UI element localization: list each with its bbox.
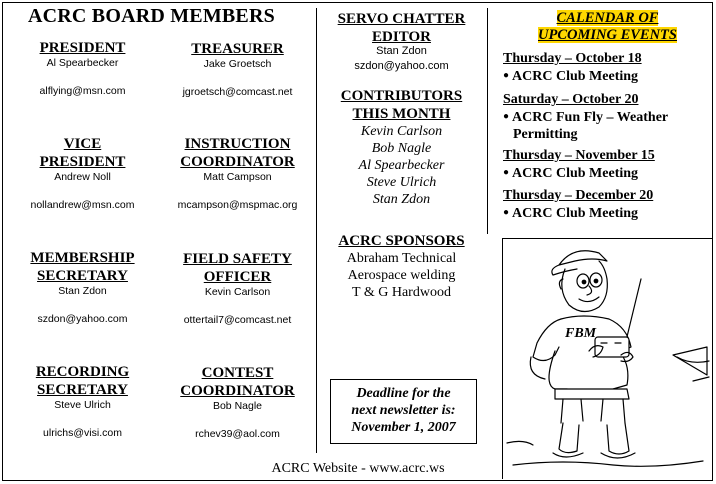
officer-name: Kevin Carlson [204,286,271,298]
calendar-events [503,50,708,222]
deadline-line: Deadline for the [356,386,451,401]
event-item [503,164,708,182]
officer-email[interactable]: ottertail7@comcast.net [183,314,292,326]
officer-role: COORDINATOR [180,154,295,170]
contributor-name: Bob Nagle [371,141,432,156]
officer-name: Al Spearbecker [46,57,119,69]
sponsor-name: Aerospace welding [347,268,456,283]
officer-role: RECORDING [35,364,130,380]
calendar-title-highlight: CALENDAR [556,10,635,26]
officer-role: VICE [63,136,102,152]
officer-email[interactable]: nollandrew@msn.com [30,199,135,211]
sponsors-title: ACRC SPONSORS [338,233,465,249]
officer-role: MEMBERSHIP [30,250,135,266]
rc-pilot-cartoon [503,239,711,477]
officer-membership-secretary [20,249,145,326]
officer-president [20,39,145,98]
bullet-icon: ● [503,167,510,178]
deadline-line: next newsletter is: [351,403,456,418]
contributors-title: THIS MONTH [352,106,451,122]
calendar-title-highlight: OF [634,10,659,26]
footer-website[interactable]: ACRC Website - www.acrc.ws [271,461,445,476]
event-date: Saturday – October 20 [503,92,639,107]
sponsor-name: Abraham Technical [346,251,457,266]
officer-name: Steve Ulrich [54,399,111,411]
column-divider-right [487,8,488,234]
calendar-title [520,10,695,44]
officer-contest-coordinator [170,364,305,441]
event-item [503,67,708,85]
officer-email[interactable]: mcampson@mspmac.org [177,199,298,211]
event-item [503,108,708,126]
officer-name: Stan Zdon [58,285,107,297]
officer-role: SECRETARY [37,382,128,398]
event-item [503,204,708,222]
event-date: Thursday – October 18 [503,51,642,66]
column-divider-left [316,8,317,453]
sponsor-name: T & G Hardwood [352,285,451,300]
contributor-name: Steve Ulrich [366,175,437,190]
officer-role: TREASURER [191,41,284,57]
board-title: ACRC BOARD MEMBERS [28,5,275,27]
officer-role: OFFICER [203,269,272,285]
officer-email[interactable]: jgroetsch@comcast.net [182,86,293,98]
bullet-icon: ● [503,207,510,218]
editor-title: EDITOR [372,29,431,45]
officer-name: Bob Nagle [212,400,263,412]
officer-name: Jake Groetsch [203,58,272,70]
event-item-text: ACRC Fun Fly – Weather [512,110,669,125]
event-date: Thursday – November 15 [503,148,655,163]
officer-name: Matt Campson [203,171,272,183]
event-item-text: ACRC Club Meeting [512,206,639,221]
officer-email[interactable]: ulrichs@visi.com [43,427,122,439]
contributor-name: Kevin Carlson [360,124,443,139]
event-item-text: ACRC Club Meeting [512,166,639,181]
officer-field-safety [170,250,305,327]
officer-role: PRESIDENT [39,154,126,170]
officer-role: CONTEST [201,365,274,381]
officer-recording-secretary [20,363,145,440]
editor-title: SERVO CHATTER [337,11,466,27]
officer-role: SECRETARY [37,268,128,284]
event-date: Thursday – December 20 [503,188,654,203]
event-item-continued: Permitting [513,127,578,142]
officer-email[interactable]: alflying@msn.com [39,85,126,97]
editor-name: Stan Zdon [376,45,427,57]
editor-email[interactable]: szdon@yahoo.com [354,60,449,72]
officer-role: COORDINATOR [180,383,295,399]
officer-role: PRESIDENT [39,40,126,56]
officer-instruction-coordinator [170,135,305,212]
deadline-box [330,379,477,444]
officer-role: FIELD SAFETY [183,251,292,267]
contributors-title: CONTRIBUTORS [340,88,463,104]
officer-name: Andrew Noll [54,171,111,183]
bullet-icon: ● [503,111,510,122]
contributor-name: Stan Zdon [372,192,431,207]
sponsors-section [320,232,483,301]
contributors-section [320,87,483,208]
officer-email[interactable]: szdon@yahoo.com [37,313,128,325]
bullet-icon: ● [503,70,510,81]
calendar-title-highlight: UPCOMING EVENTS [538,27,677,43]
deadline-date: November 1, 2007 [351,420,456,435]
officer-vice-president [20,135,145,212]
event-item-text: ACRC Club Meeting [512,69,639,84]
editor-section [320,10,483,74]
shirt-text: FBM [565,326,597,341]
officer-role: INSTRUCTION [184,136,291,152]
contributor-name: Al Spearbecker [358,158,445,173]
officer-email[interactable]: rchev39@aol.com [195,428,280,440]
officer-treasurer [170,40,305,99]
